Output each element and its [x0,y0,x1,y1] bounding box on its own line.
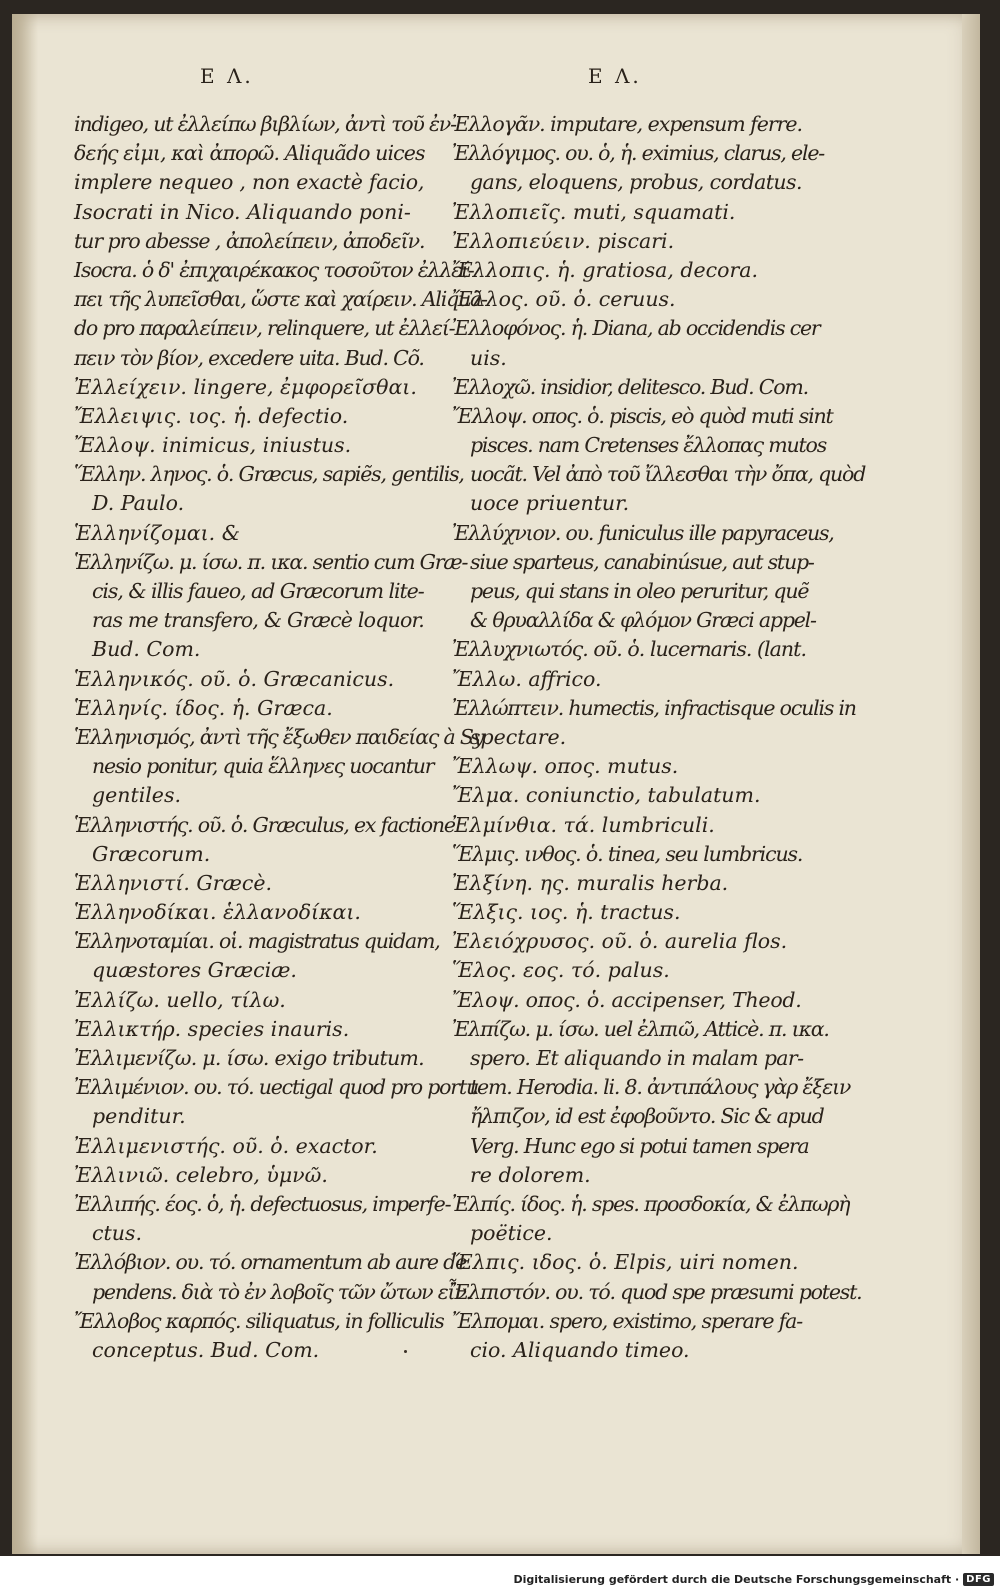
dictionary-line: Ἐλλοφόνος. ἡ. Diana, ab occidendis cer [452,316,820,341]
dictionary-line: Ἐλλίζω. uello, τίλω. [74,987,286,1012]
dictionary-line: ras me transfero, & Græcè loquor. [92,608,424,633]
dictionary-line: Ἔλλωψ. οπος. mutus. [452,754,679,779]
dictionary-line: Ἔλλοψ. inimicus, iniustus. [74,433,352,458]
dictionary-line: Verg. Hunc ego si potui tamen spera [470,1133,809,1158]
dictionary-line: Ἑλληνικός. οῦ. ὁ. Græcanicus. [74,666,395,691]
dictionary-line: spectare. [470,724,567,749]
dictionary-line: δεής εἰμι, καὶ ἀπορῶ. Aliquãdo uices [74,141,425,166]
dictionary-line: pisces. nam Cretenses ἔλλοπας mutos [470,433,827,458]
dictionary-line: indigeo, ut ἐλλείπω βιβλίων, ἀντὶ τοῦ ἐν- [74,112,456,136]
dictionary-line: Ἔλπομαι. spero, existimo, sperare fa- [452,1308,803,1333]
dictionary-line: peus, qui stans in oleo peruritur, quẽ [470,579,809,603]
dictionary-line: Ἕλλην. ληνος. ὁ. Græcus, sapiẽs, gentilis, [74,462,464,487]
dictionary-line: Græcorum. [92,841,211,866]
dictionary-line: re dolorem. [470,1162,591,1187]
footer-text: Digitalisierung gefördert durch die Deutsche Forschungsgemeinschaft · [513,1572,960,1586]
dictionary-line: Ἐλπίς. ίδος. ἡ. spes. προσδοκία, & ἐλπωρὴ [452,1191,850,1216]
dictionary-line: nesio ponitur, quia ἕλληνες uocantur [92,754,434,779]
dictionary-line: Ἐλλινιῶ. celebro, ὑμνῶ. [74,1162,328,1187]
dictionary-line: cio. Aliquando timeo. [470,1337,690,1362]
dictionary-line: Ἐλλιμένιον. ου. τό. uectigal quod pro portu [74,1075,478,1100]
dictionary-line: pendens. διὰ τὸ ἐν λοβοῖς τῶν ὤτων εἶν. [92,1279,471,1304]
dictionary-line: Ἐλλικτήρ. species inauris. [74,1016,350,1041]
dictionary-line: Ἔλμα. coniunctio, tabulatum. [452,783,761,808]
dictionary-line: Isocrati in Nico. Aliquando poni- [74,199,411,224]
dictionary-line: uis. [470,345,507,370]
dictionary-line: Ἑλληνίζω. μ. ίσω. π. ικα. sentio cum Græ- [74,549,468,574]
dictionary-line: Bud. Com. [92,637,201,662]
dictionary-line: Ἑλληνισμός, ἀντὶ τῆς ἔξωθεν παιδείας à Sy [74,724,484,749]
dictionary-line: Ἐλπιστόν. ου. τό. quod spe præsumi potest. [452,1279,862,1304]
dictionary-line: penditur. [92,1104,186,1129]
dictionary-line: Ἔλλος. οῦ. ὁ. ceruus. [452,287,676,312]
dictionary-line: cis, & illis faueo, ad Græcorum lite- [92,579,424,603]
dictionary-line: Ἑλληνιστής. οῦ. ὁ. Græculus, ex factione [74,812,455,837]
dictionary-line: Ἕλος. εος. τό. palus. [452,958,670,983]
dictionary-line: Ἔλλω. affrico. [452,666,602,691]
page-gutter [12,14,38,1554]
dictionary-line: uocãt. Vel ἀπὸ τοῦ ἴλλεσθαι τὴν ὄπα, quòd [470,462,866,487]
dictionary-line: Ἑλληνοταμίαι. οἱ. magistratus quidam, [74,929,440,954]
dictionary-line: ctus. [92,1221,142,1246]
dictionary-line: uoce priuentur. [470,491,630,516]
running-header-left: E Λ. [200,64,254,88]
dictionary-line: implere nequeo , non exactè facio, [74,170,425,195]
dictionary-line: siue sparteus, canabinúsue, aut stup- [470,549,814,574]
dictionary-line: Ἐλειόχρυσος. οῦ. ὁ. aurelia flos. [452,929,788,954]
dictionary-line: Ἐλλογᾶν. imputare, expensum ferre. [452,112,802,136]
dictionary-line: Ἔλλοπις. ἡ. gratiosa, decora. [452,257,759,282]
dictionary-line: spero. Et aliquando in malam par- [470,1046,804,1070]
dictionary-line: Ἐλμίνθια. τά. lumbriculi. [452,812,715,837]
dictionary-line: Ἐλλιμενίζω. μ. ίσω. exigo tributum. [74,1046,424,1070]
left-column [74,110,487,1365]
ink-speck [404,1350,407,1353]
dictionary-line: Ἔλλοβος καρπός. siliquatus, in folliculis [74,1308,444,1333]
dictionary-line: Ἐλλιμενιστής. οῦ. ὁ. exactor. [74,1133,378,1158]
page-edge [962,14,980,1554]
dictionary-line: Ἐλλόβιον. ου. τό. ornamentum ab aure de [74,1250,467,1275]
running-header-right: E Λ. [588,64,642,88]
dictionary-line: ἤλπιζον, id est ἐφοβοῦντο. Sic & apud [470,1104,824,1129]
dictionary-line: Ἐλλύχνιον. ου. funiculus ille papyraceus, [452,520,834,545]
dfg-logo: DFG [963,1573,994,1586]
dictionary-line: Ἑλληνιστί. Græcè. [74,870,272,895]
dictionary-line: Ἐλπίζω. μ. ίσω. uel ἐλπιῶ, Atticè. π. ικα. [452,1016,829,1041]
dictionary-line: Ἐλλόγιμος. ου. ὁ, ἡ. eximius, clarus, ele- [452,141,824,166]
dictionary-line: Ἐλξίνη. ης. muralis herba. [452,870,729,895]
dictionary-line: Ἕλξις. ιος. ἡ. tractus. [452,900,681,925]
dictionary-line: πει τῆς λυπεῖσθαι, ὥστε καὶ χαίρειν. Aliquã- [74,287,487,312]
footer-credit [513,1570,994,1588]
dictionary-line: quæstores Græciæ. [92,958,297,983]
dictionary-line: Ἐλλώπτειν. humectis, infractisque oculis in [452,695,856,720]
book-page [12,14,980,1554]
dictionary-line: tur pro abesse , ἀπολείπειν, ἀποδεῖν. [74,228,425,253]
dictionary-line: πειν τὸν βίον, excedere uita. Bud. Cõ. [74,345,424,370]
dictionary-line: D. Paulo. [92,491,185,516]
dictionary-line: do pro παραλείπειν, relinquere, ut ἐλλεί- [74,316,455,341]
dictionary-line: Ἐλλοχῶ. insidior, delitesco. Bud. Com. [452,374,808,399]
dictionary-line: & θρυαλλίδα & φλόμον Græci appel- [470,608,816,633]
dictionary-line: Ἑλληνίζομαι. & [74,520,240,545]
dictionary-line: Ἕλμις. ινθος. ὁ. tinea, seu lumbricus. [452,841,803,866]
dictionary-line: tem. Herodia. li. 8. ἀντιπάλους γὰρ ἔξειν [470,1075,851,1100]
dictionary-line: gentiles. [92,783,181,808]
dictionary-line: Ἐλλιπής. έος. ὁ, ἡ. defectuosus, imperfe- [74,1191,451,1216]
right-column [452,110,866,1365]
dictionary-line: Ἑλληνοδίκαι. ἑλλανοδίκαι. [74,900,361,925]
dictionary-line: Ἐλλοπιεῖς. muti, squamati. [452,199,736,224]
dictionary-line: Ἐλλυχνιωτός. οῦ. ὁ. lucernaris. (lant. [452,637,807,662]
dictionary-line: Ἔλλειψις. ιος. ἡ. defectio. [74,403,349,428]
dictionary-line: conceptus. Bud. Com. [92,1337,320,1362]
dictionary-line: Isocra. ὁ δ' ἐπιχαιρέκακος τοσοῦτον ἐλλεί- [74,257,474,282]
dictionary-line: Ἐλλοπιεύειν. piscari. [452,228,675,253]
dictionary-line: Ἔλλοψ. οπος. ὁ. piscis, eò quòd muti sint [452,403,833,428]
dictionary-line: Ἔλπις. ιδος. ὁ. Elpis, uiri nomen. [452,1250,799,1275]
dictionary-line: poëtice. [470,1221,553,1246]
dictionary-line: gans, eloquens, probus, cordatus. [470,170,802,195]
dictionary-line: Ἑλληνίς. ίδος. ἡ. Græca. [74,695,333,720]
dictionary-line: Ἐλλείχειν. lingere, ἐμφορεῖσθαι. [74,374,417,399]
dictionary-line: Ἔλοψ. οπος. ὁ. accipenser, Theod. [452,987,802,1012]
